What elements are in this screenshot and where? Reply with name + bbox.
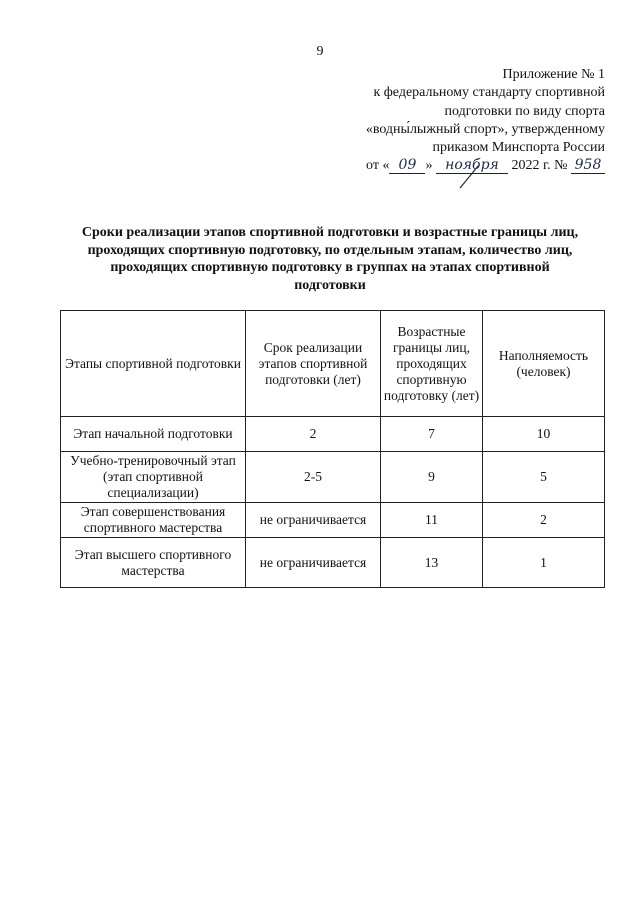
appendix-line: подготовки по виду спорта <box>444 103 605 119</box>
group-size-cell: 10 <box>483 417 605 452</box>
stages-table <box>60 310 605 588</box>
header-stages: Этапы спортивной подготовки <box>61 311 246 417</box>
appendix-line: к федеральному стандарту спортивной <box>373 85 605 101</box>
header-duration: Срок реализации этапов спортивной подготовки (лет) <box>246 311 381 417</box>
document-title <box>60 224 600 294</box>
group-size-cell: 5 <box>483 452 605 503</box>
appendix-line: «водны́лыжный спорт», утвержденному <box>365 121 605 137</box>
table-row <box>61 452 605 503</box>
title-line: проходящих спортивную подготовку в группах на этапах спортивной <box>110 260 550 276</box>
table-header-row <box>61 311 605 417</box>
stage-cell: Этап начальной подготовки <box>61 417 246 452</box>
duration-cell: 2-5 <box>246 452 381 503</box>
handwritten-day: 09 <box>389 157 425 174</box>
page-number: 9 <box>316 44 324 59</box>
title-line: подготовки <box>294 277 366 293</box>
appendix-line: приказом Минспорта России <box>432 140 605 156</box>
age-cell: 7 <box>381 417 483 452</box>
header-group-size: Наполняемость (человек) <box>483 311 605 417</box>
stage-cell: Этап высшего спортивного мастерства <box>61 538 246 588</box>
pen-stroke-mark <box>456 164 484 190</box>
table-row <box>61 417 605 452</box>
handwritten-month: ноября <box>436 157 508 174</box>
title-line: проходящих спортивную подготовку, по отдельным этапам, количество лиц, <box>87 242 573 258</box>
age-cell: 13 <box>381 538 483 588</box>
date-year: 2022 г. № <box>511 158 568 174</box>
appendix-header <box>345 66 605 176</box>
age-cell: 9 <box>381 452 483 503</box>
table-row <box>61 538 605 588</box>
date-mid: » <box>425 158 433 174</box>
table-row <box>61 503 605 538</box>
stage-cell: Учебно-тренировочный этап (этап спортивной специализации) <box>61 452 246 503</box>
group-size-cell: 2 <box>483 503 605 538</box>
group-size-cell: 1 <box>483 538 605 588</box>
age-cell: 11 <box>381 503 483 538</box>
duration-cell: не ограничивается <box>246 538 381 588</box>
stage-cell: Этап совершенствования спортивного мастерства <box>61 503 246 538</box>
duration-cell: не ограничивается <box>246 503 381 538</box>
handwritten-order-number: 958 <box>571 157 605 174</box>
date-prefix: от « <box>366 158 390 174</box>
header-age-limits: Возрастные границы лиц, проходящих спортивную подготовку (лет) <box>381 311 483 417</box>
appendix-line: Приложение № 1 <box>502 67 605 82</box>
duration-cell: 2 <box>246 417 381 452</box>
title-line: Сроки реализации этапов спортивной подготовки и возрастные границы лиц, <box>81 225 579 240</box>
